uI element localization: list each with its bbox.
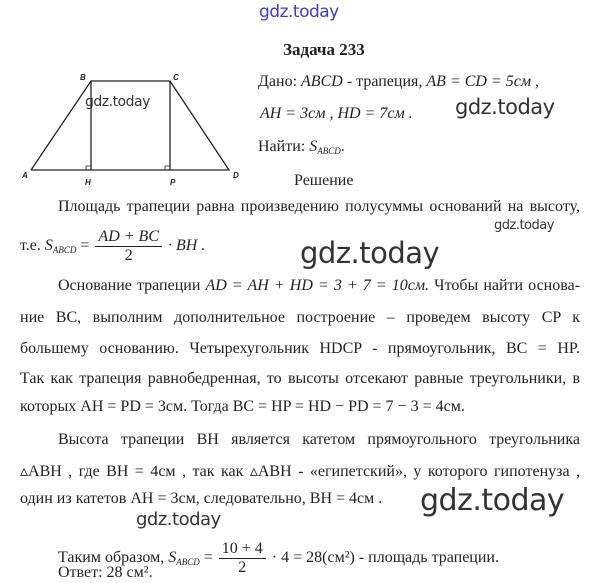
p1-line-1: Площадь трапеции равна произведению полусуммы оснований на высоту,	[58, 198, 580, 215]
text: Чтобы найти основа-	[434, 277, 581, 294]
denominator: 2	[124, 247, 133, 264]
problem-title: Задача 233	[283, 40, 365, 59]
formula-tail: · BH .	[168, 237, 206, 255]
p3-line-2: ▵ABH , где BH = 4см , так как ▵ABH - «египетский», у которого гипотенуза ,	[20, 463, 580, 480]
equals: =	[80, 237, 90, 255]
period: .	[340, 138, 345, 155]
fraction	[219, 540, 266, 577]
label-c: C	[173, 73, 179, 82]
area-subscript: ABCD	[52, 245, 77, 256]
area-symbol: S	[168, 549, 177, 567]
watermark-big-1: gdz.today	[300, 236, 440, 270]
p2-line-3: большему основанию. Четырехугольник HDCP - прямоугольник, BC = HP.	[20, 340, 580, 357]
watermark-big-2: gdz.today	[420, 483, 565, 518]
p2-line-2: ние BC, выполним дополнительное построение – проведем высоту CP к	[20, 309, 580, 326]
equals: =	[203, 549, 213, 567]
answer: Ответ: 28 см².	[58, 564, 153, 581]
formula: AD = AH + HD = 3 + 7 = 10см.	[205, 277, 430, 294]
label-a: A	[22, 171, 28, 180]
fraction	[95, 228, 162, 265]
given-line-2: AH = 3см , HD = 7см .	[260, 105, 413, 122]
given-figure: ABCD	[301, 73, 343, 90]
te-label: т.е.	[20, 237, 41, 255]
watermark-top: gdz.today	[259, 2, 339, 22]
solution-header: Решение	[294, 172, 354, 189]
given-text: - трапеция,	[342, 73, 423, 90]
area-subscript: ABCD	[176, 557, 200, 568]
area-symbol: S	[309, 138, 318, 155]
denominator: 2	[238, 559, 247, 576]
label-d: D	[233, 171, 239, 180]
watermark-given: gdz.today	[455, 95, 555, 119]
text: Основание трапеции	[58, 277, 201, 294]
p3-line-3: один из катетов AH = 3см, следовательно, BH = 4см .	[20, 490, 383, 507]
find-line	[258, 138, 345, 156]
p2-line-5: которых AH = PD = 3см. Тогда BC = HP = HD − PD = 7 − 3 = 4см.	[20, 398, 465, 415]
watermark-small-1: gdz.today	[494, 218, 554, 233]
find-label: Найти:	[258, 138, 306, 155]
given-sides: AB = CD = 5см ,	[426, 73, 540, 90]
watermark-diagram: gdz.today	[85, 94, 150, 110]
numerator: AD + BC	[95, 228, 162, 247]
p2-line-1	[20, 277, 580, 295]
area-formula	[20, 228, 205, 265]
label-b: B	[80, 73, 86, 82]
text: Таким образом,	[58, 549, 165, 567]
p2-line-4: Так как трапеция равнобедренная, то высоты отсекают равные треугольники, в	[20, 370, 580, 387]
area-subscript: ABCD	[317, 146, 341, 156]
given-line-1	[258, 73, 539, 91]
given-label: Дано:	[258, 73, 298, 90]
label-p: P	[170, 178, 176, 187]
p3-line-1: Высота трапеции BH является катетом прямоугольного треугольника	[58, 431, 580, 448]
numerator: 10 + 4	[219, 540, 266, 559]
watermark-small-2: gdz.today	[136, 509, 221, 530]
formula-tail: · 4 = 28(см²) - площадь трапеции.	[271, 549, 499, 567]
label-h: H	[85, 178, 91, 187]
area-symbol: S	[44, 237, 53, 255]
